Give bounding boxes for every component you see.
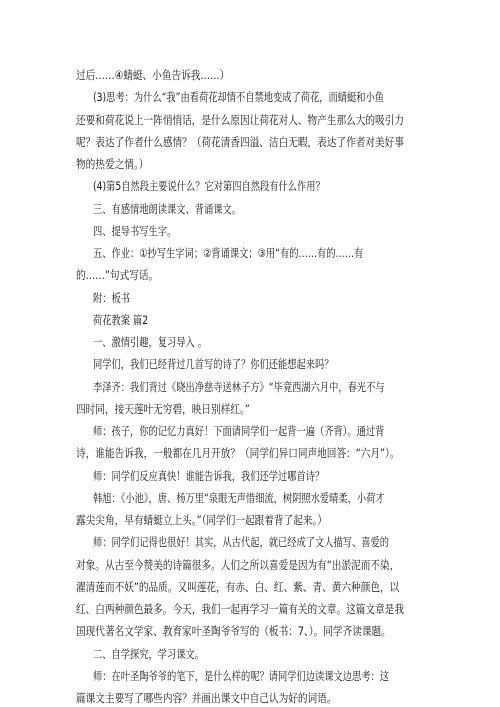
text-line: 还要和荷花说上一阵悄悄话，是什么原因让荷花对人、物产生那么大的吸引力 (76, 112, 404, 127)
text-line: 师：同学们反应真快！谁能告诉我，我们还学过哪首诗？ (93, 468, 325, 483)
text-line: 四、提导书写生字。 (93, 223, 177, 238)
text-line: 诗，谁能告诉我，一般都在几月开放？（同学们异口同声地回答：“六月”）。 (76, 446, 400, 461)
text-line: (4)第5自然段主要说什么？它对第四自然段有什么作用？ (93, 179, 325, 194)
text-line: 国现代著名文学家、教育家叶圣陶爷爷写的（板书：7、）。同学齐读课题。 (76, 624, 391, 639)
text-line: 四时同，接天莲叶无穷碧，映日别样红。” (76, 401, 250, 416)
text-line: 师：同学们记得也很好！其实，从古代起，就已经成了文人描写、喜爱的 (93, 535, 390, 550)
text-line: (3)思考：为什么“我”由看荷花却情不自禁地变成了荷花，而蜻蜓和小鱼 (93, 90, 384, 105)
text-line: 五、作业：①抄写生字词；②背诵课文；③用“有的……有的……有 (93, 246, 364, 260)
text-line: 师：孩子，你的记忆力真好！下面请同学们一起背一遍（齐背）。通过背 (93, 424, 385, 438)
text-line: 韩旭：《小池》，唐、杨万里“泉眼无声惜细流，树阴照水爱晴柔，小荷才 (93, 490, 385, 505)
text-line: 红、白两种颜色最多。今天，我们一起再学习一篇有关的文章。这篇文章是我 (76, 602, 404, 616)
text-line: 篇课文主要写了哪些内容？并画出课文中自己认为好的词语。 (76, 691, 337, 705)
text-line: 过后……④蜻蜓、小鱼告诉我……） (76, 68, 230, 82)
section-heading: 荷花教案 篇2 (93, 312, 149, 327)
text-line: 露尖尖角，早有蜻蜓立上头。”（同学们一起跟着背了起来。） (76, 513, 327, 527)
text-line: 附：板书 (93, 290, 131, 305)
text-line: 同学们，我们已经背过几首写的诗了？你们还能想起来吗？ (93, 357, 334, 372)
text-line: 物的热爱之情。） (76, 157, 149, 171)
text-line: 对象。从古至今赞美的诗篇很多。人们之所以喜爱是因为有“出淤泥而不染， (76, 557, 400, 572)
text-line: 师：在叶圣陶爷爷的笔下，是什么样的呢？请同学们边读课文边思考：这 (93, 668, 390, 683)
text-line: 三、有感情地朗读课文、背诵课文。 (93, 201, 242, 216)
text-line: 呢？表达了作者什么感情？（荷花清香四溢、洁白无暇，表达了作者对美好事 (76, 134, 404, 149)
text-line: 濯清莲而不妖”的品质。又叫莲花，有赤、白、红、紫、青、黄六种颜色，以 (76, 579, 400, 594)
text-line: 李泽齐：我们背过《晓出净慈寺送林子方》“毕竟西湖六月中，春光不与 (93, 379, 385, 394)
text-line: 的……”句式写话。 (76, 268, 159, 283)
text-line: 一、激情引趣，复习导入 。 (93, 335, 207, 349)
text-line: 二、自学探究，学习课文。 (93, 646, 205, 661)
